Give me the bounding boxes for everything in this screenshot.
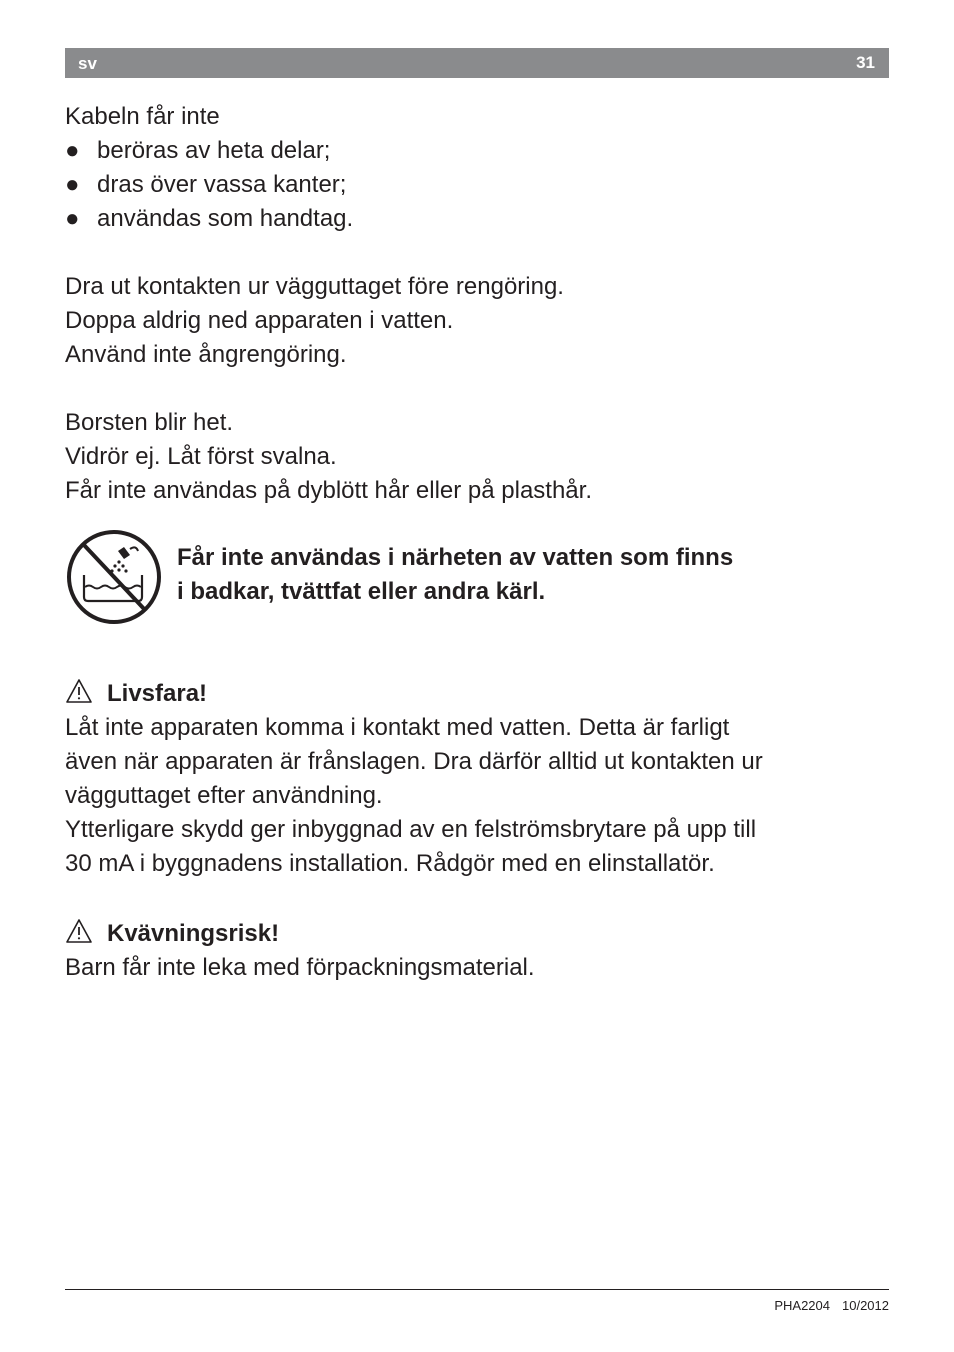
- danger-line: även när apparaten är frånslagen. Dra därför alltid ut kontakten ur: [65, 748, 763, 775]
- cleaning-line: Använd inte ångrengöring.: [65, 341, 347, 368]
- suffocation-heading: Kvävningsrisk!: [65, 917, 889, 951]
- warning-triangle-icon: [65, 678, 93, 704]
- suffocation-section: [65, 917, 889, 985]
- footer-divider: [65, 1289, 889, 1290]
- language-code: sv: [78, 54, 97, 73]
- brush-line: Borsten blir het.: [65, 409, 234, 436]
- safety-text-top: [65, 100, 889, 508]
- danger-line: Låt inte apparaten komma i kontakt med vatten. Detta är farligt: [65, 714, 730, 741]
- bullet-icon: ●: [65, 137, 80, 164]
- list-item: ● beröras av heta delar;: [65, 134, 889, 168]
- danger-section: [65, 677, 889, 881]
- page-header-bar: [65, 48, 889, 78]
- bullet-icon: ●: [65, 205, 80, 232]
- brush-line: Får inte användas på dyblött hår eller på plasthår.: [65, 477, 592, 504]
- page-number: 31: [856, 53, 875, 72]
- no-water-icon: [66, 529, 162, 625]
- danger-heading: Livsfara!: [65, 677, 889, 711]
- model-number: PHA2204: [774, 1298, 830, 1313]
- list-item: ● dras över vassa kanter;: [65, 168, 889, 202]
- suffocation-line: Barn får inte leka med förpackningsmaterial.: [65, 954, 535, 981]
- list-item: ● användas som handtag.: [65, 202, 889, 236]
- danger-line: vägguttaget efter användning.: [65, 782, 383, 809]
- water-warning-text: Får inte användas i närheten av vatten som finns i badkar, tvättfat eller andra kärl.: [177, 544, 734, 605]
- danger-line: 30 mA i byggnadens installation. Rådgör med en elinstallatör.: [65, 850, 715, 877]
- danger-line: Ytterligare skydd ger inbyggnad av en felströmsbrytare på upp till: [65, 816, 757, 843]
- cleaning-line: Dra ut kontakten ur vägguttaget före rengöring.: [65, 273, 564, 300]
- brush-line: Vidrör ej. Låt först svalna.: [65, 443, 337, 470]
- page-footer: [774, 1298, 889, 1313]
- cleaning-line: Doppa aldrig ned apparaten i vatten.: [65, 307, 454, 334]
- bullet-icon: ●: [65, 171, 80, 198]
- warning-triangle-icon: [65, 918, 93, 944]
- print-date: 10/2012: [842, 1298, 889, 1313]
- water-warning: [65, 529, 889, 625]
- cable-intro: Kabeln får inte: [65, 103, 220, 130]
